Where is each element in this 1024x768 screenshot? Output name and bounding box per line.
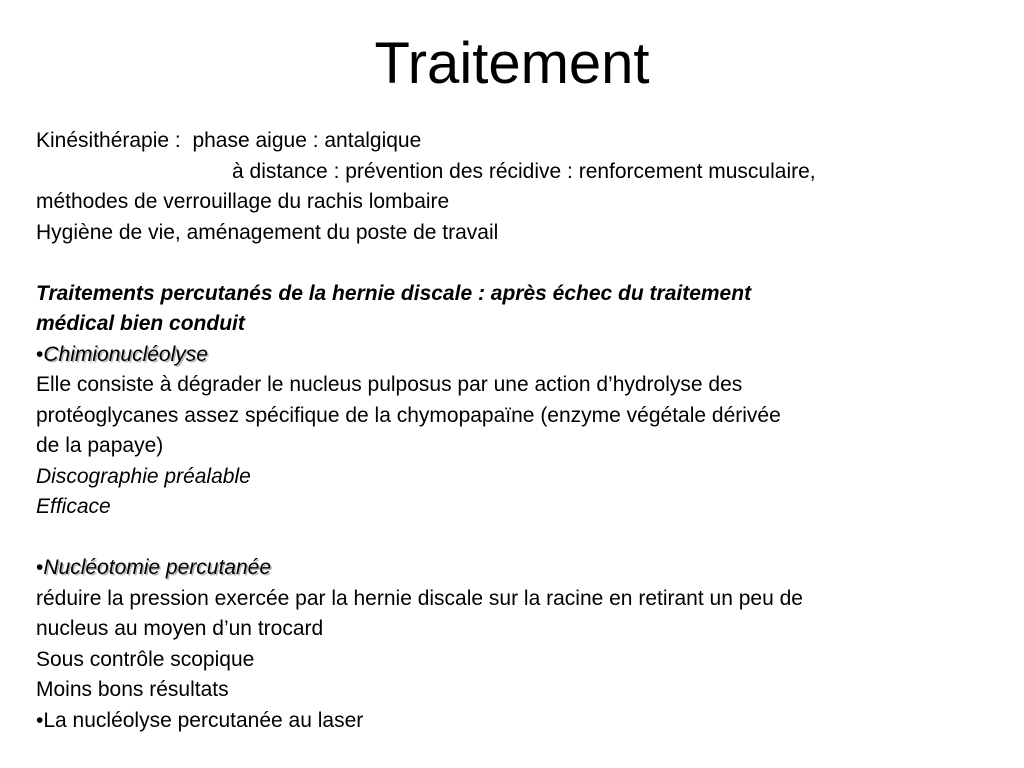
spacer (36, 248, 996, 279)
kine-line (36, 126, 996, 157)
nucleo-title-line (36, 553, 996, 584)
chemo-title: Chimionucléolyse (43, 342, 208, 366)
kine-distance: à distance : prévention des récidive : renforcement musculaire, (232, 159, 816, 183)
nucleo-note-1: Sous contrôle scopique (36, 647, 255, 671)
chemo-desc-3: de la papaye) (36, 434, 164, 457)
kine-phase: phase aigue : antalgique (192, 129, 422, 152)
kine-methods: méthodes de verrouillage du rachis lombaire (36, 190, 450, 213)
nucleo-title: Nucléotomie percutanée (43, 556, 271, 579)
kine-label: Kinésithérapie : (36, 129, 181, 152)
chemo-desc-2: protéoglycanes assez spécifique de la chymopapaïne (enzyme végétale dérivée (36, 403, 781, 427)
chemo-note-2: Efficace (36, 495, 111, 518)
laser-text: La nucléolyse percutanée au laser (43, 708, 364, 732)
hygiene-line: Hygiène de vie, aménagement du poste de travail (36, 220, 499, 244)
slide-title: Traitement (374, 31, 650, 96)
percutaneous-heading-2: médical bien conduit (36, 312, 245, 335)
bullet-icon: • (36, 556, 44, 579)
spacer (36, 523, 996, 554)
slide-body (36, 126, 996, 736)
chemo-title-line (36, 340, 996, 371)
bullet-icon: • (36, 342, 44, 366)
nucleo-desc-1: réduire la pression exercée par la hernie discale sur la racine en retirant un peu de (36, 586, 803, 610)
laser-line (36, 706, 996, 737)
chemo-note-1: Discographie préalable (36, 464, 251, 488)
bullet-icon: • (36, 708, 44, 732)
nucleo-note-2: Moins bons résultats (36, 678, 229, 701)
percutaneous-heading-1: Traitements percutanés de la hernie discale : après échec du traitement (36, 281, 752, 305)
nucleo-desc-2: nucleus au moyen d’un trocard (36, 617, 324, 640)
chemo-desc-1: Elle consiste à dégrader le nucleus pulposus par une action d’hydrolyse des (36, 373, 743, 396)
